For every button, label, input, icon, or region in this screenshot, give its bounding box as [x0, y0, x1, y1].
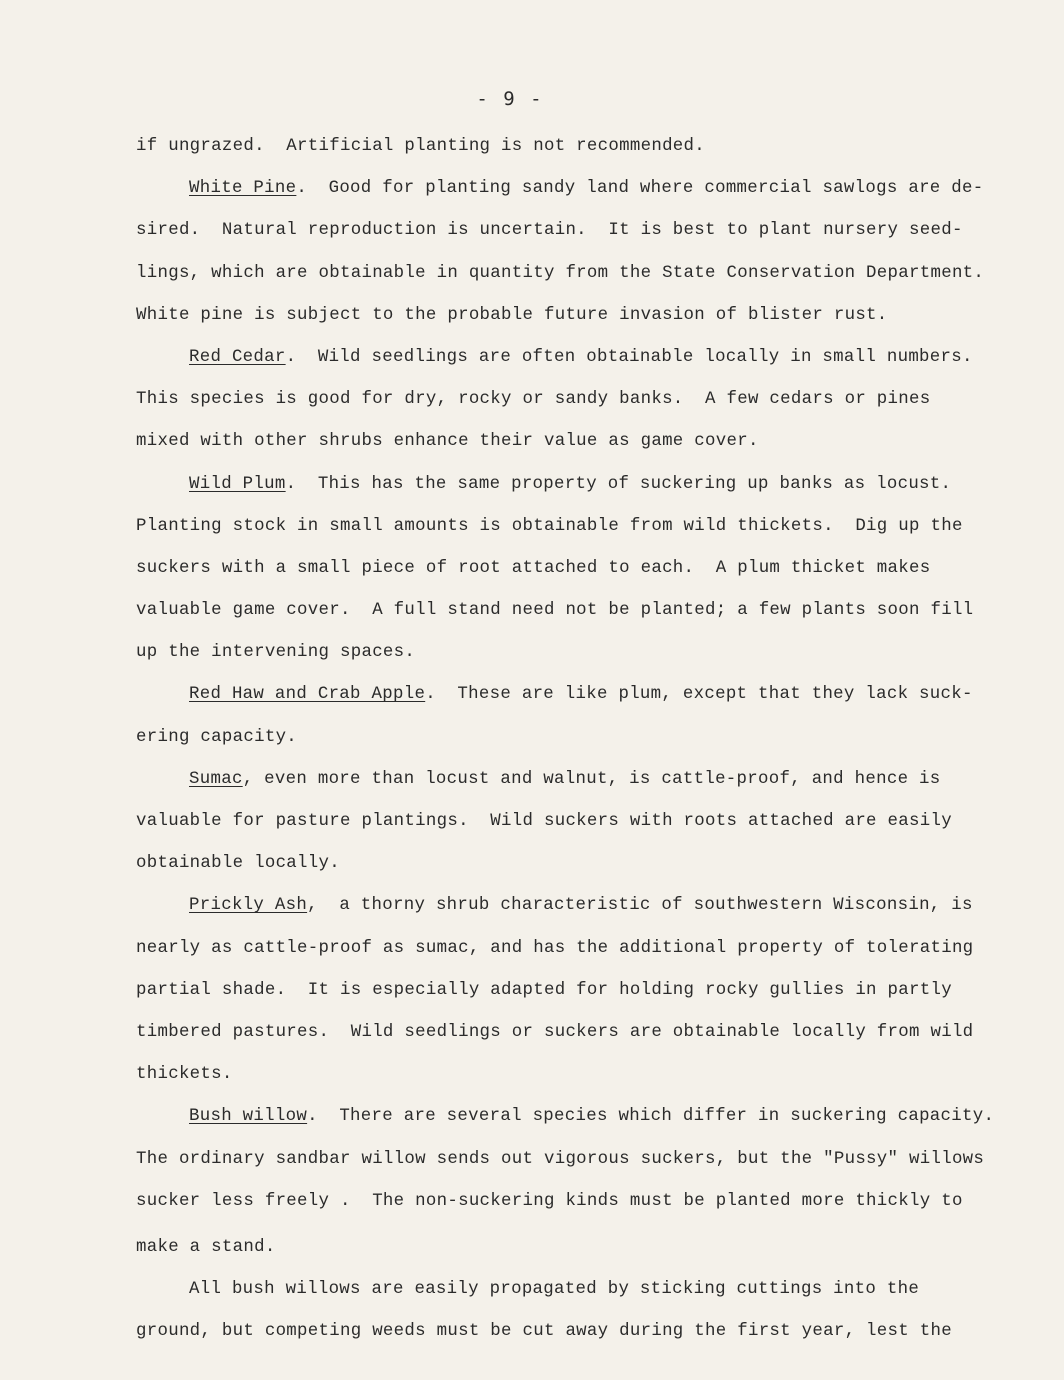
line-text: timbered pastures. Wild seedlings or suckers are obtainable locally from wild: [136, 1022, 974, 1042]
species-heading: Red Haw and Crab Apple: [189, 685, 426, 705]
text-line: [136, 548, 976, 590]
line-text: valuable for pasture plantings. Wild suckers with roots attached are easily: [136, 812, 952, 831]
line-text: mixed with other shrubs enhance their value as game cover.: [136, 432, 759, 452]
text-line: [136, 928, 976, 970]
line-text: sired. Natural reproduction is uncertain. It is best to plant nursery seed-: [136, 221, 963, 241]
species-heading: Red Cedar: [189, 347, 286, 367]
text-line: [136, 506, 976, 548]
line-text: White pine is subject to the probable future invasion of blister rust.: [136, 305, 888, 325]
line-text: suckers with a small piece of root attached to each. A plum thicket makes: [136, 558, 931, 578]
text-line: [136, 253, 985, 295]
line-text: All bush willows are easily propagated by sticking cuttings into the: [189, 1280, 920, 1300]
species-heading: Sumac: [189, 769, 243, 789]
line-text: . Wild seedlings are often obtainable locally in small numbers.: [285, 347, 973, 367]
text-line: [136, 590, 976, 632]
line-text: thickets.: [136, 1065, 233, 1085]
line-text: This species is good for dry, rocky or sandy banks. A few cedars or pines: [136, 390, 931, 410]
species-heading: White Pine: [189, 179, 297, 199]
text-line: [136, 1139, 985, 1181]
text-line: [136, 464, 976, 506]
line-text: sucker less freely . The non-suckering kinds must be planted more thickly to: [136, 1191, 963, 1211]
text-line: [136, 379, 976, 421]
line-text: up the intervening spaces.: [136, 643, 416, 663]
text-line: [136, 1181, 976, 1223]
line-text: The ordinary sandbar willow sends out vigorous suckers, but the "Pussy" willows: [136, 1149, 985, 1169]
line-text: . Good for planting sandy land where commercial sawlogs are de-: [296, 179, 984, 199]
line-text: , a thorny shrub characteristic of southwestern Wisconsin, is: [307, 896, 973, 916]
text-line: [136, 885, 976, 927]
line-text: make a stand.: [136, 1237, 276, 1257]
text-line: [136, 168, 984, 210]
line-text: ground, but competing weeds must be cut away during the first year, lest the: [136, 1322, 952, 1342]
species-heading: Wild Plum: [189, 474, 286, 494]
line-text: lings, which are obtainable in quantity from the State Conservation Department.: [136, 263, 985, 283]
text-line: [136, 674, 976, 716]
page-number: - 9 -: [476, 88, 544, 110]
text-line: [136, 1311, 976, 1353]
text-line: [136, 843, 976, 885]
text-line: [136, 1096, 995, 1138]
line-text: . There are several species which differ in suckering capacity.: [307, 1107, 995, 1127]
text-line: [136, 1227, 976, 1269]
text-line: [136, 970, 976, 1012]
text-line: [136, 210, 976, 252]
line-text: valuable game cover. A full stand need not be planted; a few plants soon fill: [136, 601, 974, 621]
text-line: [136, 1269, 976, 1311]
text-line: [136, 1012, 976, 1054]
text-line: [136, 421, 976, 463]
line-text: if ungrazed. Artificial planting is not recommended.: [136, 137, 706, 156]
text-line: [136, 717, 976, 759]
text-line: [136, 126, 976, 168]
text-line: [136, 632, 976, 674]
text-line: [136, 1054, 976, 1096]
body-text: [136, 126, 995, 1353]
text-line: [136, 337, 976, 379]
text-line: [136, 759, 976, 801]
line-text: nearly as cattle-proof as sumac, and has the additional property of tolerating: [136, 938, 974, 958]
line-text: ering capacity.: [136, 727, 298, 747]
line-text: obtainable locally.: [136, 854, 340, 874]
text-line: [136, 801, 976, 843]
species-heading: Bush willow: [189, 1107, 308, 1127]
line-text: , even more than locust and walnut, is cattle-proof, and hence is: [242, 769, 941, 789]
text-line: [136, 295, 976, 337]
line-text: partial shade. It is especially adapted for holding rocky gullies in partly: [136, 980, 952, 1000]
line-text: . These are like plum, except that they lack suck-: [425, 685, 973, 705]
line-text: Planting stock in small amounts is obtainable from wild thickets. Dig up the: [136, 516, 963, 536]
species-heading: Prickly Ash: [189, 896, 308, 916]
line-text: . This has the same property of suckering up banks as locust.: [285, 474, 952, 494]
